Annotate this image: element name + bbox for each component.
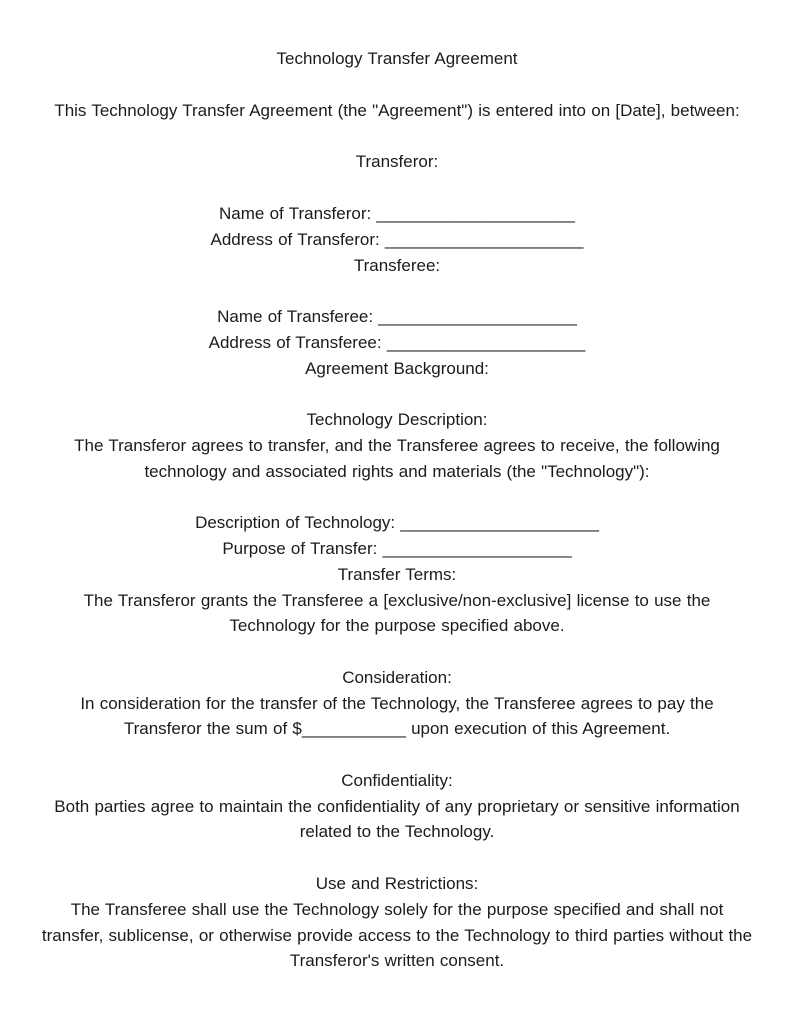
transferee-heading: Transferee: [353,255,441,275]
transferor-name-line: Name of Transferor: _____________________ [219,204,575,224]
purpose-of-transfer-line: Purpose of Transfer: ____________________ [222,539,572,559]
transferee-name-line: Name of Transferee: _____________________ [217,307,577,327]
document-title: Technology Transfer Agreement [276,49,518,68]
transferor-address-line: Address of Transferor: _____________________ [210,229,584,249]
confidentiality-heading: Confidentiality: [341,771,453,791]
consideration-body: In consideration for the transfer of the Technology, the Transferee agrees to pay the Transferor the sum of $___________ upon execution of this Agreement. [80,693,714,739]
use-and-restrictions-heading: Use and Restrictions: [315,874,479,894]
transferor-heading: Transferor: [355,152,439,172]
confidentiality-body: Both parties agree to maintain the confidentiality of any proprietary or sensitive information related to the Technology. [54,796,740,842]
technology-description-heading: Technology Description: [306,410,488,430]
technology-description-line: Description of Technology: _____________________ [195,513,599,533]
transfer-terms-heading: Transfer Terms: [337,564,457,584]
consideration-heading: Consideration: [342,667,452,687]
transferee-address-line: Address of Transferee: _____________________ [208,332,586,352]
intro-paragraph: This Technology Transfer Agreement (the "Agreement") is entered into on [Date], between: [54,100,740,120]
transfer-terms-body: The Transferor grants the Transferee a [exclusive/non-exclusive] license to use the Technology for the purpose specified above. [83,590,711,636]
technology-description-body: The Transferor agrees to transfer, and the Transferee agrees to receive, the following technology and associated rights and materials (the "Technology"): [74,436,720,481]
use-and-restrictions-body: The Transferee shall use the Technology solely for the purpose specified and shall not transfer, sublicense, or otherwise provide access to the Technology to third parties without the Transferor's written consent. [41,899,753,971]
agreement-background-heading: Agreement Background: [305,358,489,378]
